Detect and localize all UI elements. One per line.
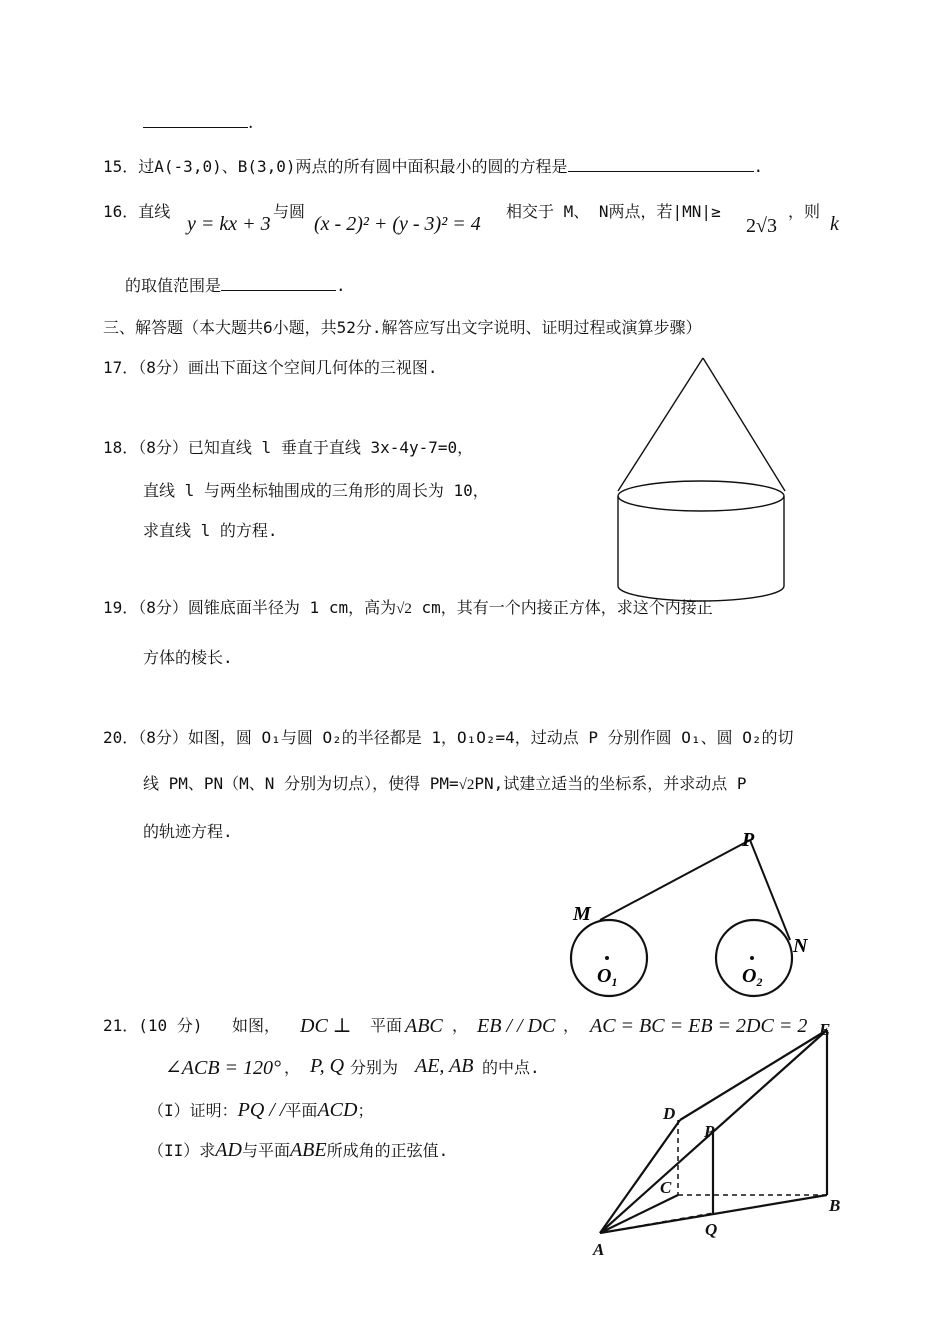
question-number: 18． xyxy=(103,438,139,457)
label-m: M xyxy=(573,903,591,925)
question-20: 20．（8分）如图，圆 O₁与圆 O₂的半径都是 1，O₁O₂=4，过动点 P 分别作圆 O₁、圆 O₂的切 xyxy=(103,728,794,747)
tangent-pn xyxy=(750,840,790,940)
q21-text: ， xyxy=(284,1058,301,1077)
q18-line3: 求直线 l 的方程. xyxy=(143,521,278,540)
label-o2: $O_2$ xyxy=(742,965,763,989)
question-16: 16．直线 xyxy=(103,202,171,221)
label-e: E xyxy=(819,1020,831,1039)
edge-ad xyxy=(600,1120,680,1233)
sqrt-2: √2 xyxy=(396,601,412,617)
label-b: B xyxy=(829,1196,841,1215)
answer-blank xyxy=(568,157,754,172)
cone-right-edge xyxy=(703,358,785,491)
label-o1: $O_1$ xyxy=(597,965,618,989)
q16-circle-equation: (x - 2)² + (y - 3)² = 4 xyxy=(314,213,481,235)
cone-left-edge xyxy=(618,358,703,491)
q21-math: EB / / DC xyxy=(477,1015,556,1037)
answer-blank xyxy=(143,113,248,128)
q16-line2: 的取值范围是 . xyxy=(125,276,346,295)
q20-line2: 线 PM、PN（M、N 分别为切点），使得 PM=√2PN,试建立适当的坐标系，并求动点 P xyxy=(143,774,747,793)
q21-part1: （I）证明：PQ / /平面ACD； xyxy=(148,1099,374,1121)
question-text: 过A(-3,0)、B(3,0)两点的所有圆中面积最小的圆的方程是 xyxy=(138,157,568,176)
q21-math: AE, AB xyxy=(415,1055,474,1077)
q20-line3: 的轨迹方程. xyxy=(143,822,233,841)
q21-text: 如图， xyxy=(232,1016,281,1035)
q21-angle: ∠ACB = 120° xyxy=(165,1057,282,1079)
question-number: 19． xyxy=(103,598,139,617)
q21-math: P, Q xyxy=(310,1055,345,1077)
q21-text: 的中点. xyxy=(482,1058,540,1077)
q21-math: ABC xyxy=(405,1015,443,1037)
label-p: P xyxy=(742,829,755,851)
q18-line2: 直线 l 与两坐标轴围成的三角形的周长为 10， xyxy=(143,481,489,500)
label-p: P xyxy=(704,1122,715,1141)
question-17: 17．（8分）画出下面这个空间几何体的三视图. xyxy=(103,358,438,377)
q21-text: 平面 xyxy=(370,1016,403,1035)
label-d: D xyxy=(663,1104,676,1123)
label-n: N xyxy=(793,935,808,957)
sqrt-2: √2 xyxy=(458,777,475,793)
q21-part2: （II）求AD与平面ABE所成角的正弦值. xyxy=(148,1139,449,1161)
q21-text: 分别为 xyxy=(350,1058,399,1077)
center-dot-o1 xyxy=(605,956,609,960)
answer-blank xyxy=(221,276,336,291)
cone-cylinder-figure xyxy=(605,350,800,605)
question-number: 15． xyxy=(103,157,139,176)
q14-tail: . xyxy=(143,113,253,133)
q21-text: ， xyxy=(452,1016,469,1035)
question-21: 21．(10 分) xyxy=(103,1016,203,1035)
question-18: 18．（8分）已知直线 l 垂直于直线 3x-4y-7=0， xyxy=(103,438,474,457)
center-dot-o2 xyxy=(750,956,754,960)
section-heading: 三、解答题（本大题共6小题，共52分.解答应写出文字说明、证明过程或演算步骤） xyxy=(103,318,702,337)
edge-de xyxy=(680,1030,827,1120)
q16-text: ，则 xyxy=(788,202,821,221)
q21-text: ， xyxy=(563,1016,580,1035)
tangent-pm xyxy=(600,840,750,920)
cylinder-top-ellipse xyxy=(618,481,784,511)
q19-line2: 方体的棱长. xyxy=(143,648,233,667)
q21-math: AC = BC = EB = 2DC = 2 xyxy=(590,1015,808,1037)
q16-line-equation: y = kx + 3 xyxy=(187,213,271,235)
question-number: 16． xyxy=(103,202,139,221)
solid-geometry-figure xyxy=(585,1015,850,1260)
question-number: 17． xyxy=(103,358,139,377)
q16-bound: 2√3 xyxy=(746,215,777,237)
question-19: 19．（8分）圆锥底面半径为 1 cm，高为√2 cm，其有一个内接正方体，求这个内接正 xyxy=(103,598,713,617)
label-c: C xyxy=(660,1178,672,1197)
q16-text: 与圆 xyxy=(273,202,306,221)
q16-text: 相交于 M、 N两点，若|MN|≥ xyxy=(506,202,721,221)
q21-math: DC ⊥ xyxy=(300,1015,352,1037)
question-15: 15．过A(-3,0)、B(3,0)两点的所有圆中面积最小的圆的方程是 . xyxy=(103,157,764,176)
question-number: 21． xyxy=(103,1016,139,1035)
question-number: 20． xyxy=(103,728,139,747)
q16-k: k xyxy=(830,213,839,235)
label-q: Q xyxy=(705,1220,718,1239)
two-circles-figure xyxy=(565,822,825,1004)
label-a: A xyxy=(593,1240,605,1259)
